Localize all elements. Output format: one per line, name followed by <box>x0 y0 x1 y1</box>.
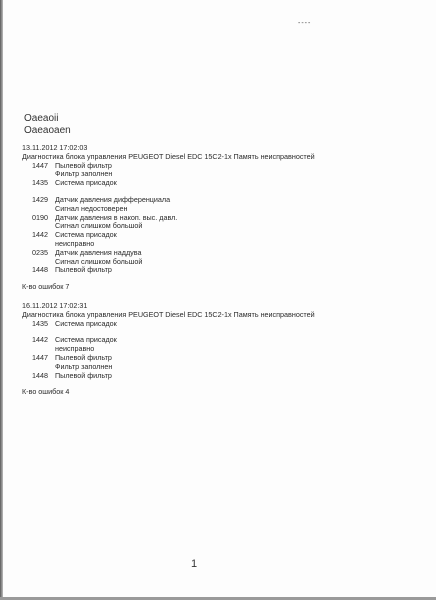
report-title: Диагностика блока управления PEUGEOT Diesel EDC 15C2-1x Память неисправностей <box>22 151 315 161</box>
report-block-1 <box>22 144 315 292</box>
error-code: 1442 <box>32 230 48 240</box>
error-code: 1442 <box>32 335 48 345</box>
error-text: Датчик давления дифференциала <box>55 194 171 204</box>
error-detail: Сигнал слишком большой <box>55 256 143 266</box>
error-detail: неисправно <box>55 344 95 354</box>
error-text: Система присадок <box>55 318 117 328</box>
error-code: 1429 <box>32 194 48 204</box>
error-text: Пылевой фильтр <box>55 265 112 275</box>
error-detail: Фильтр заполнен <box>55 361 113 371</box>
report-timestamp: 16.11.2012 17:02:31 <box>22 301 88 310</box>
header-line-2: Oaeaoaen <box>24 125 71 136</box>
report-block-2 <box>22 302 315 397</box>
header-line-1: Oaeaoii <box>24 113 59 124</box>
error-detail: Фильтр заполнен <box>55 169 113 179</box>
error-text: Датчик давления наддува <box>55 247 142 257</box>
report-timestamp: 13.11.2012 17:02:03 <box>22 143 88 152</box>
error-text: Система присадок <box>55 230 117 240</box>
error-code: 1448 <box>32 370 48 380</box>
error-text: Система присадок <box>55 178 117 188</box>
error-text: Пылевой фильтр <box>55 352 112 362</box>
error-code: 1447 <box>32 160 48 170</box>
corner-mark: ---- <box>298 20 312 27</box>
error-code: 1448 <box>32 265 48 275</box>
error-code: 0190 <box>32 212 48 222</box>
error-text: Пылевой фильтр <box>55 160 112 170</box>
error-detail: неисправно <box>55 238 95 248</box>
error-entry <box>22 320 315 329</box>
page-shadow-left <box>0 0 3 600</box>
error-entry <box>22 266 315 275</box>
error-count: К-во ошибок 7 <box>22 282 70 292</box>
error-detail: Сигнал недостоверен <box>55 203 128 213</box>
error-code: 0235 <box>32 247 48 257</box>
error-text: Пылевой фильтр <box>55 370 112 380</box>
error-entry <box>22 179 315 188</box>
error-code: 1447 <box>32 352 48 362</box>
error-code: 1435 <box>32 318 48 328</box>
error-detail: Сигнал слишком большой <box>55 221 143 231</box>
error-text: Датчик давления в накоп. выс. давл. <box>55 212 178 222</box>
error-code: 1435 <box>32 178 48 188</box>
page-number: 1 <box>191 558 198 570</box>
report-title: Диагностика блока управления PEUGEOT Diesel EDC 15C2-1x Память неисправностей <box>22 309 315 319</box>
error-text: Система присадок <box>55 335 117 345</box>
error-entry <box>22 372 315 381</box>
error-count: К-во ошибок 4 <box>22 387 70 397</box>
